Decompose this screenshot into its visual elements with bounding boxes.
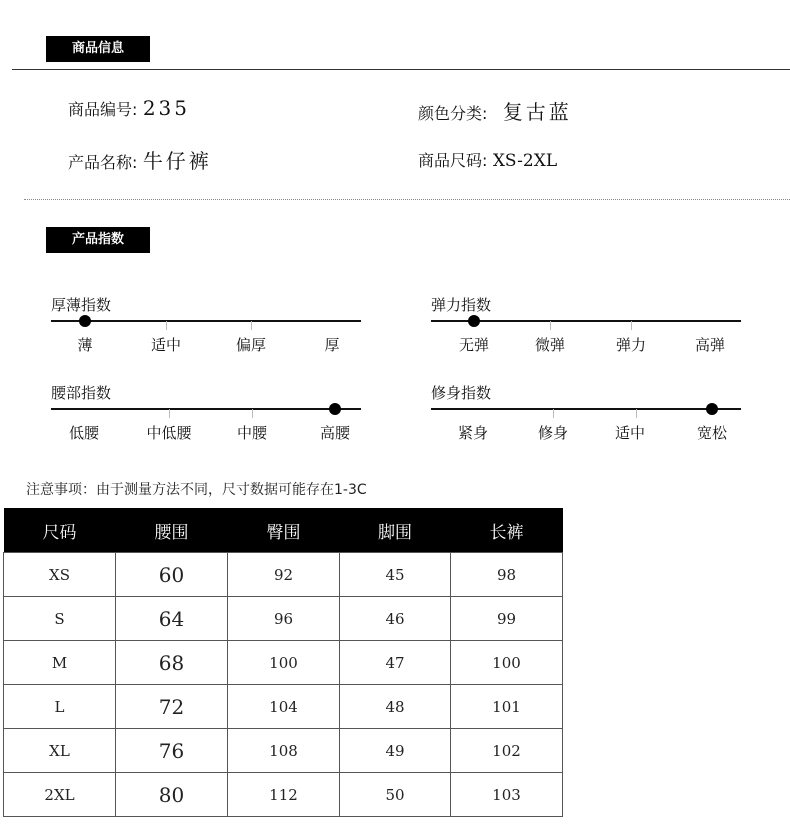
index-option: 无弹: [458, 336, 490, 354]
size-table: [3, 508, 563, 817]
section-tag-product-index: 产品指数: [46, 227, 150, 253]
divider-line: [12, 69, 790, 70]
index-option: 适中: [614, 424, 646, 442]
length-cell: 100: [451, 641, 563, 685]
index-option: 中低腰: [146, 424, 192, 442]
header-cell: 脚围: [340, 508, 451, 553]
size-cell: XS: [4, 553, 116, 597]
index-option: 低腰: [68, 424, 100, 442]
product-size-value: XS-2XL: [492, 151, 558, 171]
product-size: [418, 148, 557, 171]
index-track: [431, 408, 741, 410]
item-number: [68, 96, 190, 120]
table-row: [4, 685, 563, 729]
waist-cell: 64: [116, 597, 228, 641]
section-tag-product-info: 商品信息: [46, 36, 150, 62]
header-cell: 腰围: [116, 508, 228, 553]
size-cell: L: [4, 685, 116, 729]
product-name: [68, 145, 212, 174]
index-option: 偏厚: [235, 336, 267, 354]
hip-cell: 112: [228, 773, 340, 817]
table-row: [4, 641, 563, 685]
hem-cell: 47: [340, 641, 451, 685]
index-option: 宽松: [696, 424, 728, 442]
table-row: [4, 773, 563, 817]
length-cell: 102: [451, 729, 563, 773]
product-name-value: 牛仔裤: [142, 149, 212, 173]
index-track: [51, 408, 361, 410]
index-option: 修身: [537, 424, 569, 442]
index-title: 弹力指数: [431, 296, 492, 314]
product-size-label: 商品尺码:: [418, 151, 488, 170]
waist-cell: 68: [116, 641, 228, 685]
length-cell: 101: [451, 685, 563, 729]
header-cell: 长裤: [451, 508, 563, 553]
hem-cell: 46: [340, 597, 451, 641]
product-name-label: 产品名称:: [68, 153, 138, 172]
waist-cell: 72: [116, 685, 228, 729]
size-cell: S: [4, 597, 116, 641]
hip-cell: 100: [228, 641, 340, 685]
item-number-label: 商品编号:: [68, 100, 138, 119]
header-cell: 尺码: [4, 508, 116, 553]
index-title: 修身指数: [431, 384, 492, 402]
length-cell: 99: [451, 597, 563, 641]
index-option: 高腰: [319, 424, 351, 442]
index-track: [51, 320, 361, 322]
header-cell: 臀围: [228, 508, 340, 553]
index-title: 腰部指数: [51, 384, 112, 402]
hem-cell: 48: [340, 685, 451, 729]
index-marker: [79, 315, 91, 327]
waist-cell: 76: [116, 729, 228, 773]
measurement-note: 注意事项：由于测量方法不同，尺寸数据可能存在1-3C: [26, 482, 367, 498]
index-marker: [329, 403, 341, 415]
index-tick: [550, 321, 551, 330]
table-row: [4, 729, 563, 773]
index-tick: [252, 409, 253, 418]
table-row: [4, 597, 563, 641]
table-row: [4, 553, 563, 597]
index-option: 弹力: [615, 336, 647, 354]
index-tick: [169, 409, 170, 418]
index-tick: [251, 321, 252, 330]
hem-cell: 45: [340, 553, 451, 597]
size-cell: XL: [4, 729, 116, 773]
size-cell: 2XL: [4, 773, 116, 817]
length-cell: 103: [451, 773, 563, 817]
index-option: 紧身: [457, 424, 489, 442]
index-marker: [706, 403, 718, 415]
hip-cell: 108: [228, 729, 340, 773]
hip-cell: 104: [228, 685, 340, 729]
index-tick: [553, 409, 554, 418]
index-option: 适中: [150, 336, 182, 354]
index-title: 厚薄指数: [51, 296, 112, 314]
hip-cell: 92: [228, 553, 340, 597]
length-cell: 98: [451, 553, 563, 597]
hem-cell: 49: [340, 729, 451, 773]
index-marker: [468, 315, 480, 327]
waist-cell: 60: [116, 553, 228, 597]
index-option: 高弹: [694, 336, 726, 354]
hem-cell: 50: [340, 773, 451, 817]
index-option: 厚: [324, 336, 340, 354]
index-tick: [636, 409, 637, 418]
size-cell: M: [4, 641, 116, 685]
waist-cell: 80: [116, 773, 228, 817]
item-number-value: 235: [142, 96, 190, 120]
index-tick: [166, 321, 167, 330]
color-category-label: 颜色分类:: [418, 104, 488, 123]
index-option: 中腰: [236, 424, 268, 442]
color-category-value: 复古蓝: [502, 100, 572, 124]
index-option: 薄: [77, 336, 93, 354]
size-table-header: [4, 508, 563, 553]
hip-cell: 96: [228, 597, 340, 641]
index-tick: [631, 321, 632, 330]
color-category: [418, 96, 572, 125]
index-option: 微弹: [534, 336, 566, 354]
dotted-divider: [24, 199, 790, 200]
